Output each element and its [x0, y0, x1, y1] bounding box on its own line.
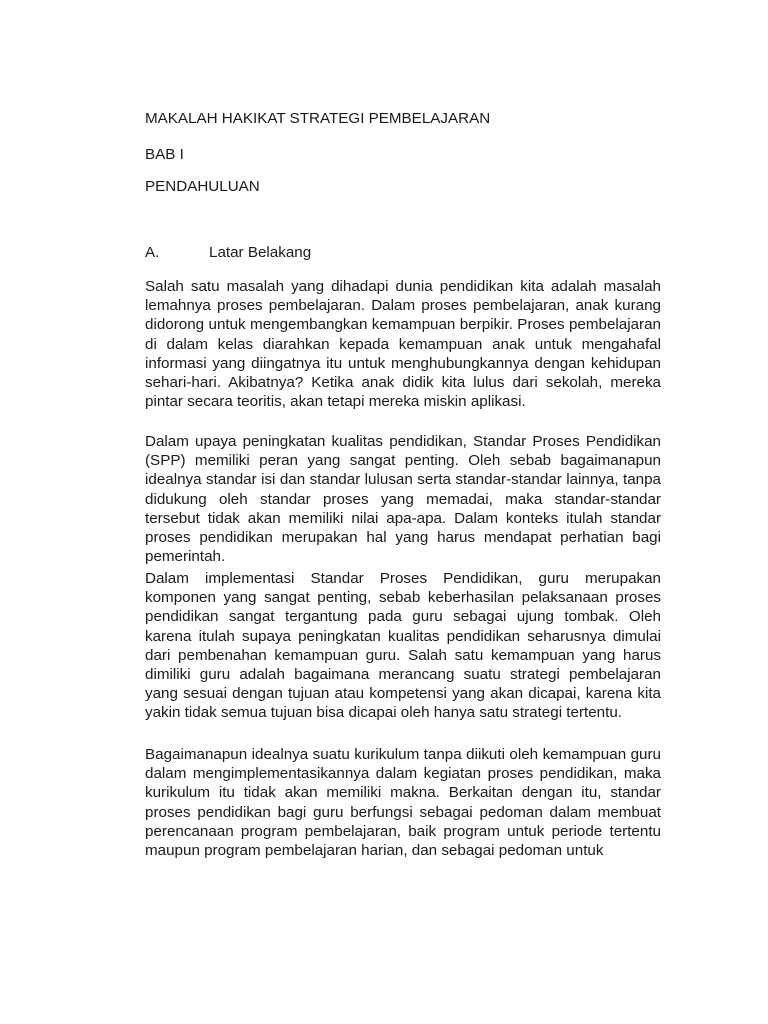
paragraph-1: Salah satu masalah yang dihadapi dunia pendidikan kita adalah masalah lemahnya proses pembelajaran. Dalam proses pembelajaran, anak kurang didorong untuk mengembangkan kemampuan berpikir. Proses pembelajaran di dalam kelas diarahkan kepada kemampuan anak untuk mengahafal informasi yang diingatnya itu untuk menghubungkannya dengan kehidupan sehari-hari. Akibatnya? Ketika anak didik kita lulus dari sekolah, mereka pintar secara teoritis, akan tetapi mereka miskin aplikasi. [145, 278, 661, 411]
paragraph-3: Dalam implementasi Standar Proses Pendidikan, guru merupakan komponen yang sangat penting, sebab keberhasilan pelaksanaan proses pendidikan sangat tergantung pada guru sebagai ujung tombak. Oleh karena itulah supaya peningkatan kualitas pendidikan seharusnya dimulai dari pembenahan kemampuan guru. Salah satu kemampuan yang harus dimiliki guru adalah bagaimana merancang suatu strategi pembelajaran yang sesuai dengan tujuan atau kompetensi yang akan dicapai, karena kita yakin tidak semua tujuan bisa dicapai oleh hanya satu strategi tertentu. [145, 570, 661, 722]
section-number: A. [145, 244, 160, 261]
paragraph-4: Bagaimanapun idealnya suatu kurikulum tanpa diikuti oleh kemampuan guru dalam mengimplementasikannya dalam kegiatan proses pendidikan, maka kurikulum itu tidak akan memiliki makna. Berkaitan dengan itu, standar proses pendidikan bagi guru berfungsi sebagai pedoman dalam membuat perencanaan program pembelajaran, baik program untuk periode tertentu maupun program pembelajaran harian, dan sebagai pedoman untuk [145, 746, 661, 860]
paragraph-2: Dalam upaya peningkatan kualitas pendidikan, Standar Proses Pendidikan (SPP) memiliki peran yang sangat penting. Oleh sebab bagaimanapun idealnya standar isi dan standar lulusan serta standar-standar lainnya, tanpa didukung oleh standar proses yang memadai, maka standar-standar tersebut tidak akan memiliki nilai apa-apa. Dalam konteks itulah standar proses pendidikan merupakan hal yang harus mendapat perhatian bagi pemerintah. [145, 433, 661, 566]
chapter-title: PENDAHULUAN [145, 178, 260, 195]
chapter-number: BAB I [145, 146, 184, 163]
document-title: MAKALAH HAKIKAT STRATEGI PEMBELAJARAN [145, 110, 491, 127]
section-heading-text: Latar Belakang [209, 244, 312, 261]
section-heading [145, 244, 311, 262]
